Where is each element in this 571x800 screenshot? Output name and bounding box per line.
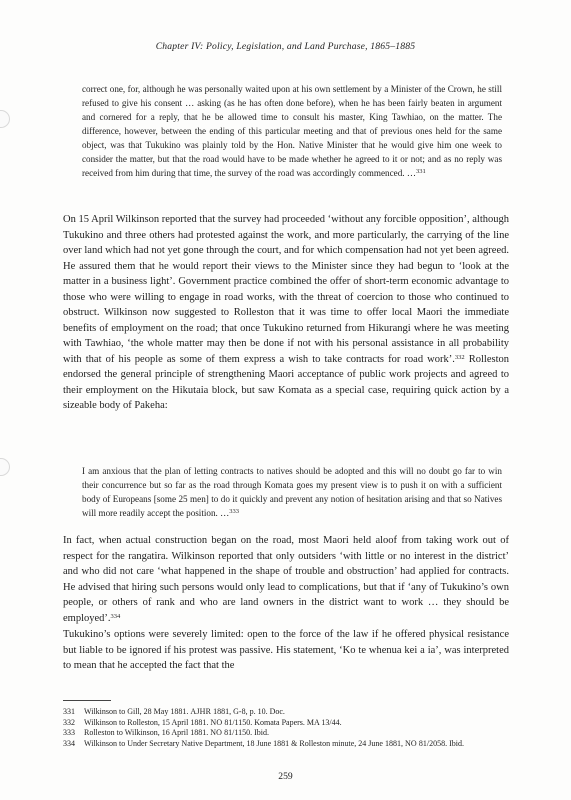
footnote-332 (63, 718, 509, 729)
footnote-source: NO (210, 717, 223, 727)
footnote-ref: 332 (454, 353, 465, 361)
footnote-source: NO (404, 738, 417, 748)
paragraph-text-continued: Rolleston endorsed the general principle of strengthening Maori acceptance of public work projects and agreed to their employment on the Hikutaia block, but saw Komata as a special case, requiring quick action by a sizeable body of Pakeha: (63, 353, 509, 411)
footnote-text: Wilkinson to Gill, 28 May 1881. (84, 707, 191, 716)
quote-text: I am anxious that the plan of letting contracts to natives should be adopted and this will no doubt go far to win their concurrence but so far as the road through Komata goes my present view is to push it on with a sufficient body of Europeans [some 25 men] to do it quickly and prevent any notion of hesitation arising and that so Natives will more readily accept the position. … (82, 466, 502, 518)
paragraph-text: On 15 April Wilkinson reported that the survey had proceeded ‘without any forcible opposition’, although Tukukino and three others had protested against the work, and more particularly, the carrying of the line over land which had not yet gone through the court, and for which compensation had not yet been agreed. He assured them that he would report their views to the Minister since they had begun to ‘look at the matter in a business light’. Government practice combined the offer of short-term economic advantage to those who were willing to engage in road works, with the threat of coercion to those who continued to obstruct. Wilkinson now suggested to Rolleston that it was time to offer local Maori the immediate benefits of employment on the road; that once Tukukino returned from Hikurangi where he was meeting with Tawhiao, ‘the whole matter may then be done if not with his personal assistance in all probability with that of his people as some of them express a wish to take contracts for road work’. (63, 214, 509, 365)
footnote-number: 334 (63, 738, 75, 748)
footnote-text: Wilkinson to Rolleston, 15 April 1881. (84, 717, 211, 727)
page-number: 259 (278, 771, 293, 782)
footnote-number: 331 (63, 707, 75, 716)
footnote-number: 332 (63, 717, 75, 727)
body-paragraph-1 (63, 212, 509, 414)
block-quote-1 (82, 82, 502, 180)
footnotes (63, 707, 509, 749)
footnote-text-end: 81/1150. Komata Papers. MA 13/44. (222, 717, 342, 727)
footnote-text-end: 81/1150. Ibid. (222, 728, 269, 738)
footnote-source: NO (210, 728, 223, 738)
footnote-text: Wilkinson to Under Secretary Native Department, 18 June 1881 & Rolleston minute, 24 June 1881, (84, 738, 405, 748)
punch-hole-top (0, 110, 10, 128)
footnote-ref: 334 (110, 612, 121, 620)
footnote-331 (63, 707, 509, 718)
punch-hole-middle (0, 458, 10, 476)
footnote-rule (63, 700, 111, 701)
quote-text: correct one, for, although he was personally waited upon at his own settlement by a Minister of the Crown, he still refused to give his consent … asking (as he has often done before), when he has been fairly beaten in argument and cornered for a reply, that he be allowed time to consult his master, King Tawhiao, on the matter. The difference, however, between the ending of this particular meeting and that of previous ones held for the same object, was that Tukukino was plainly told by the Hon. Native Minister that he would give him one week to consider the matter, but that the road would have to be made whether he agreed to it or not; and as no reply was received from him during that time, the survey of the road was accordingly commenced. … (82, 84, 502, 178)
block-quote-2 (82, 464, 502, 520)
paragraph-text: In fact, when actual construction began on the road, most Maori held aloof from taking work out of respect for the rangatira. Wilkinson reported that only outsiders ‘with little or no interest in the district’ and who did not care ‘what happened in the shape of trouble and obstruction’ had applied for contracts. He advised that hiring such persons would only lead to complications, but that if ‘any of Tukukino’s own people, or others of rank and who are land owners in the district want to work … they should be employed’. (63, 535, 509, 624)
paragraph-text: Tukukino’s options were severely limited: open to the force of the law if he offered physical resistance but liable to be ignored if his protest was passive. His statement, ‘Ko te whenua kei a ia’, was interpreted to mean that he accepted the fact that the (63, 629, 509, 671)
footnote-text-end: 81/2058. Ibid. (416, 738, 465, 748)
footnote-334 (63, 739, 509, 750)
footnote-ref: 333 (229, 508, 239, 515)
footnote-333 (63, 728, 509, 739)
body-paragraph-2 (63, 533, 509, 626)
body-paragraph-3 (63, 627, 509, 674)
running-head: Chapter IV: Policy, Legislation, and Land Purchase, 1865–1885 (155, 41, 416, 52)
footnote-ref: 331 (415, 168, 426, 175)
footnote-text-end: 1881, G-8, p. 10. Doc. (211, 707, 285, 716)
footnote-text: Rolleston to Wilkinson, 16 April 1881. (84, 728, 211, 738)
footnote-number: 333 (63, 728, 75, 738)
footnote-source: AJHR (190, 707, 212, 716)
